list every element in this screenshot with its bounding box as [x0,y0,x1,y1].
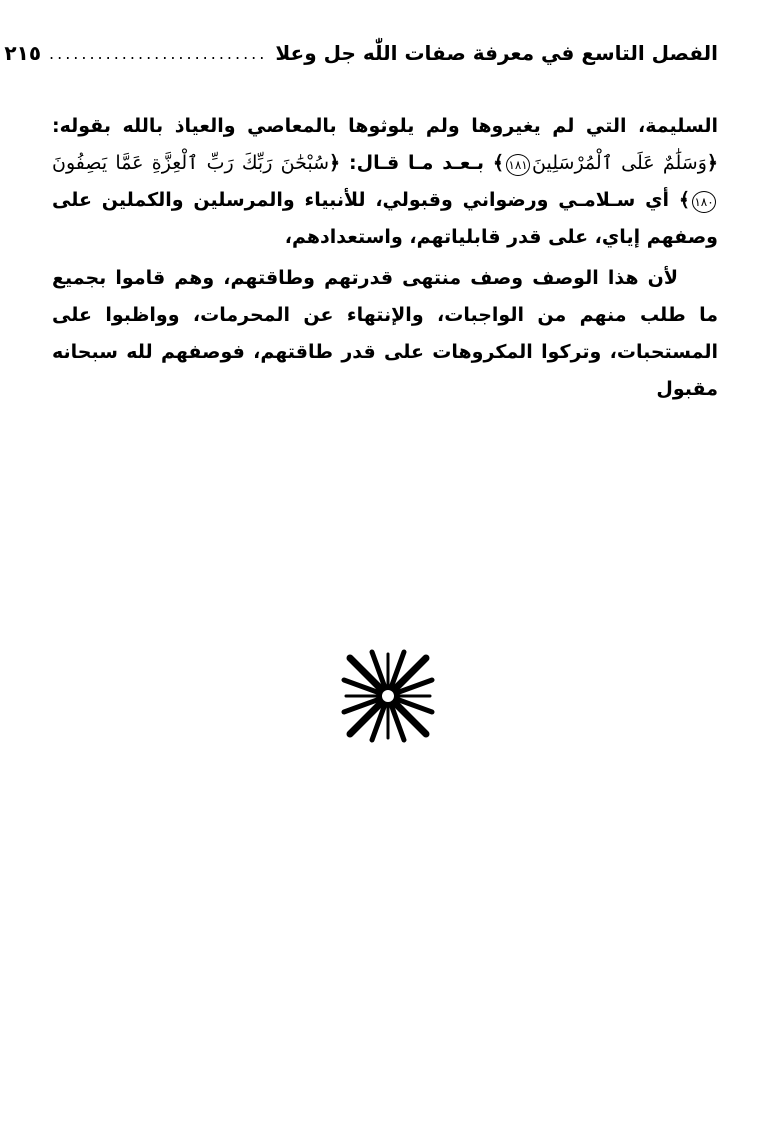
verse-number-1: ١٨١ [506,154,530,176]
chapter-title: الفصل التاسع في معرفة صفات اللّٰه جل وعلا [275,41,718,65]
quran-bracket-close: ﴾ [492,152,505,174]
header-dot-leader: ........................... [49,43,268,63]
paragraph-1 [52,108,718,256]
quran-bracket-open: ﴿ [329,152,341,174]
quran-bracket-open: ﴿ [706,152,719,174]
paragraph-1-part-1: السليمة، التي لم يغيروها ولم يلوثوها بالمعاصي والعياذ بالله بقوله: [52,115,718,137]
body-text [52,108,718,408]
page-number: ٢١٥ [4,41,42,65]
paragraph-1-part-2: بـعـد مـا قـال: [340,152,493,174]
paragraph-2: لأن هذا الوصف وصف منتهى قدرتهم وطاقتهم، وهم قاموا بجميع ما طلب منهم من الواجبات، والإنتهاء عن المحرمات، وواظبوا على المستحبات، وتركوا المكروهات على قدر طاقتهم، فوصفهم لله سبحانه مقبول [52,267,718,400]
verse-number-2: ١٨٠ [692,191,716,213]
starburst-ornament-icon [340,648,436,744]
quran-verse-2: سُبْحَٰنَ رَبِّكَ رَبِّ ٱلْعِزَّةِ عَمَّا يَصِفُونَ [52,152,330,174]
quran-verse-1: وَسَلَٰمٌ عَلَى ٱلْمُرْسَلِينَ [532,152,707,174]
paragraph-1-part-3: أي سـلامـي ورضواني وقبولي، للأنبياء والمرسلين والكملين على وصفهم إياي، على قدر قابلياتهم، واستعدادهم، [52,189,718,248]
quran-bracket-close: ﴾ [678,189,690,211]
running-header [4,36,718,70]
